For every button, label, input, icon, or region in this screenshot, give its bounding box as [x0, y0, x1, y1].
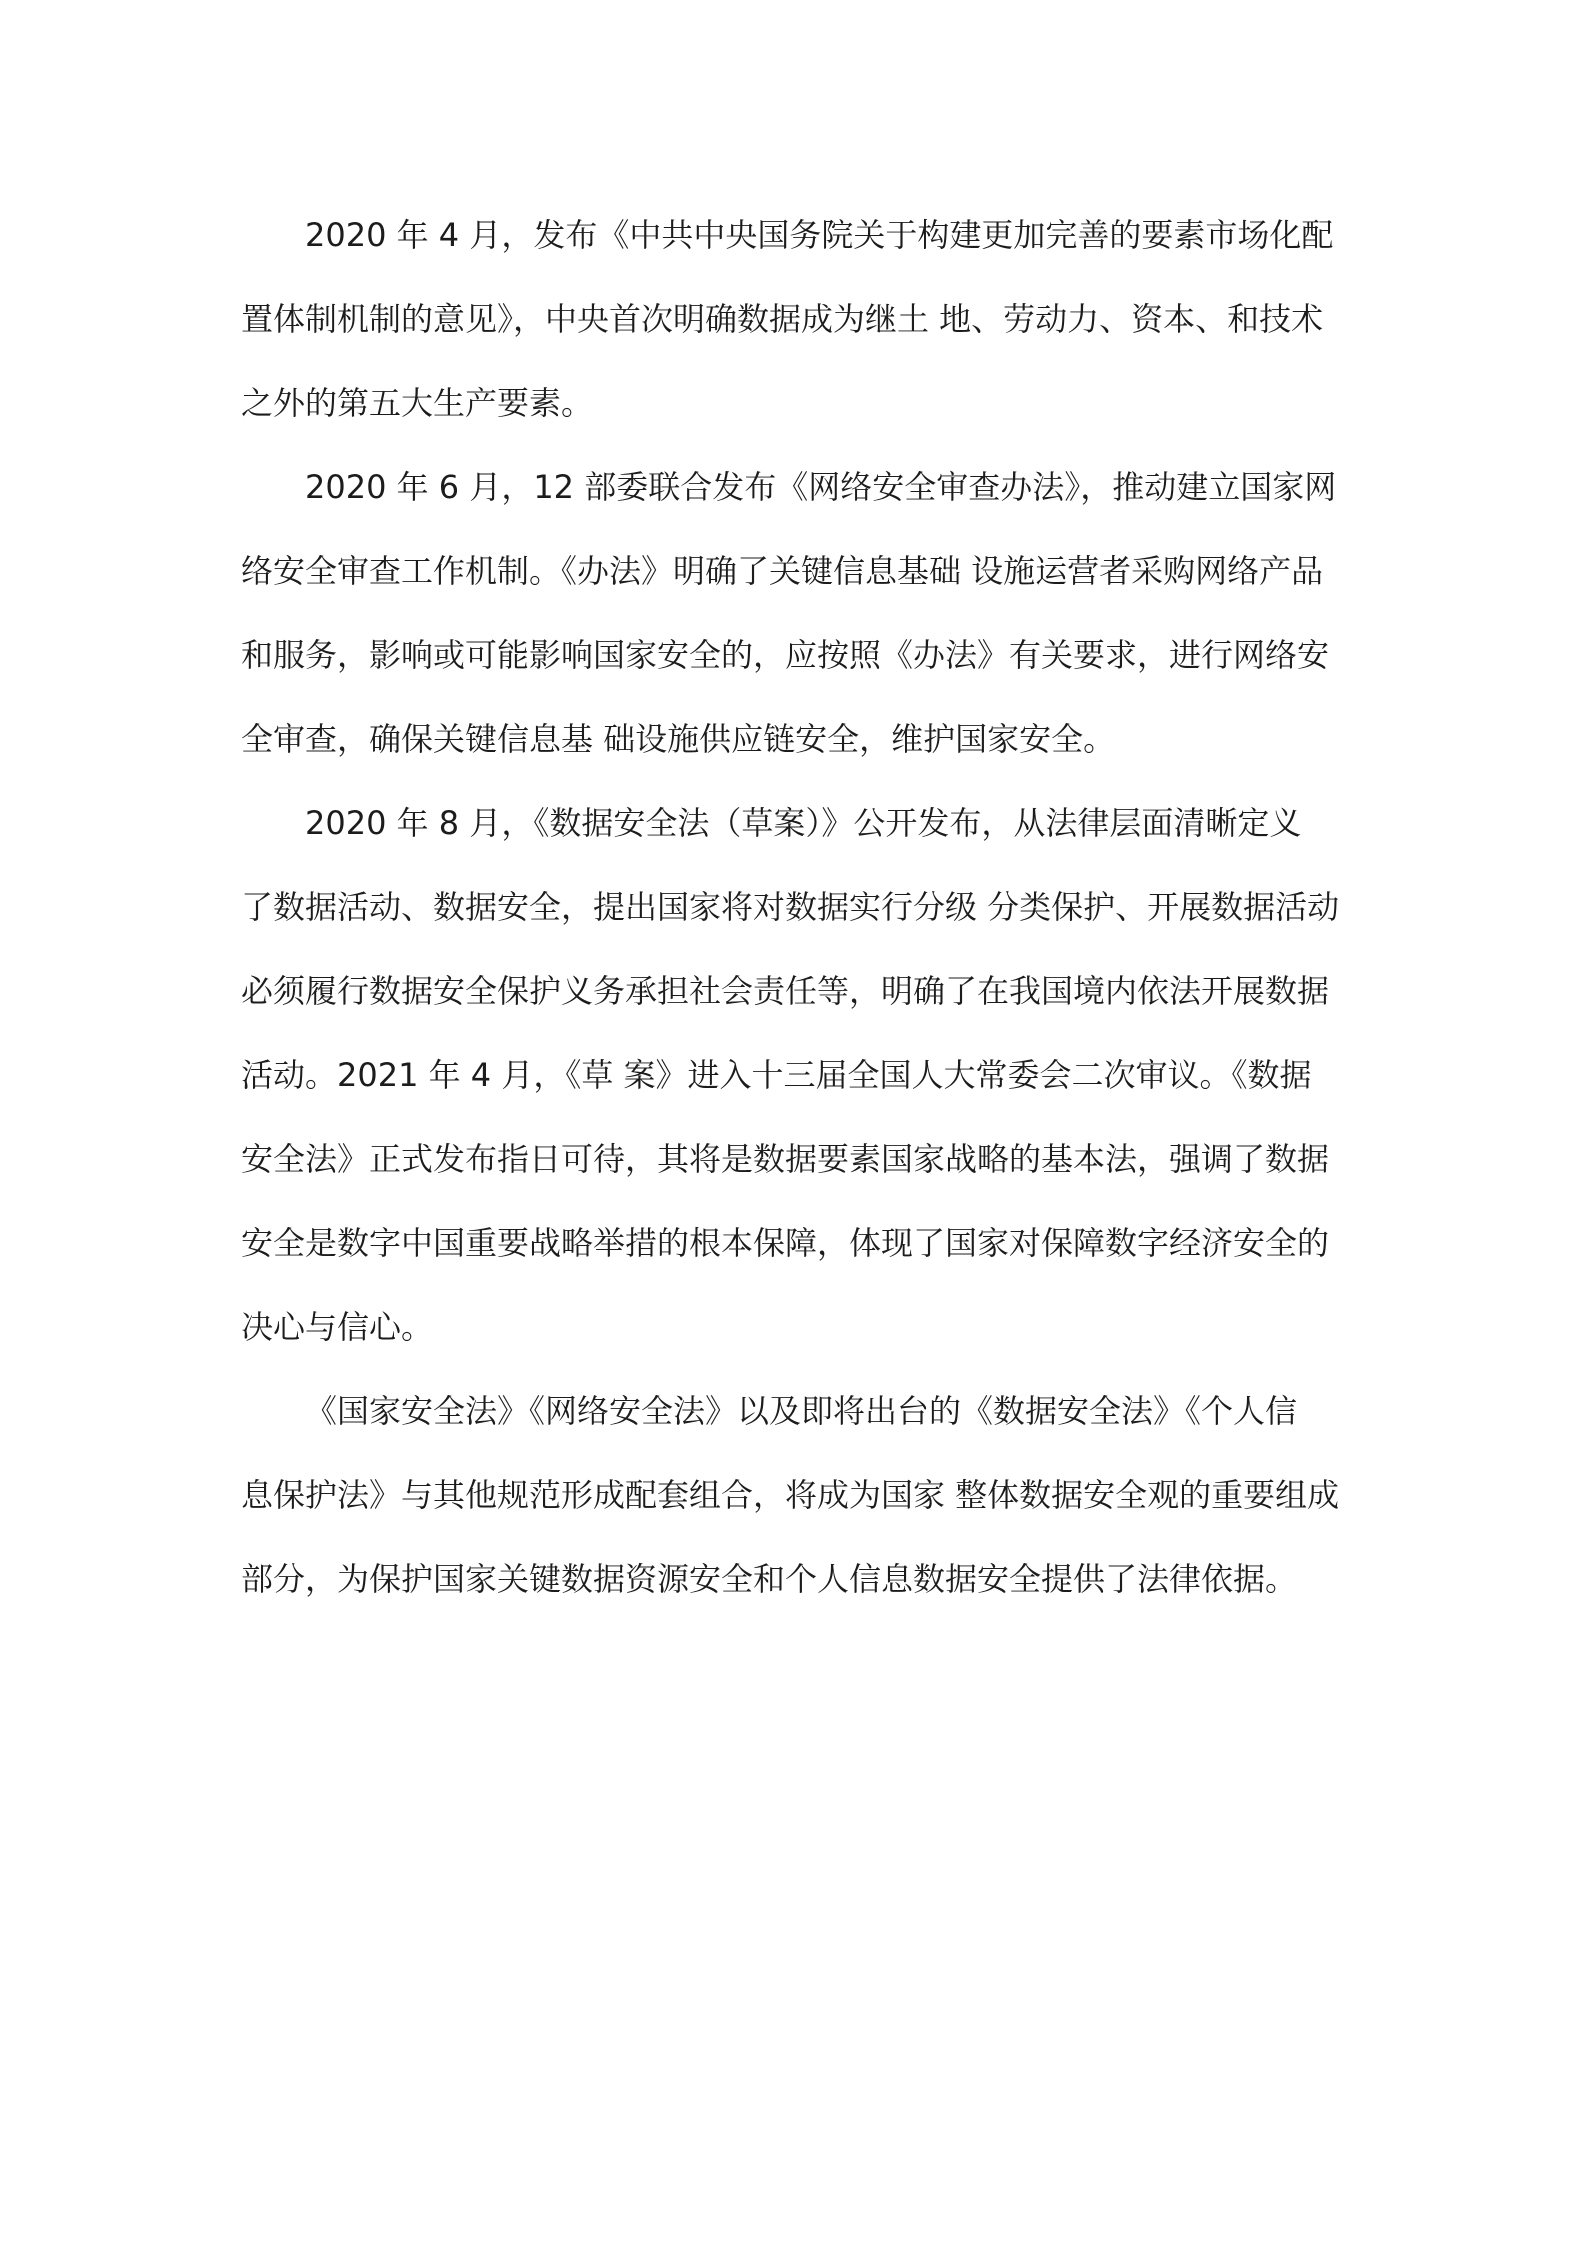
text-line: 活动。2021 年 4 月，《草 案》进入十三届全国人大常委会二次审议。《数据	[241, 1056, 1312, 1094]
text-line: 安全法》正式发布指日可待，其将是数据要素国家战略的基本法，强调了数据	[241, 1140, 1330, 1178]
text-line: 2020 年 4 月，发布《中共中央国务院关于构建更加完善的要素市场化配	[305, 216, 1334, 254]
text-line: 了数据活动、数据安全，提出国家将对数据实行分级 分类保护、开展数据活动	[241, 888, 1340, 926]
text-line: 必须履行数据安全保护义务承担社会责任等，明确了在我国境内依法开展数据	[241, 972, 1330, 1010]
text-line: 部分，为保护国家关键数据资源安全和个人信息数据安全提供了法律依据。	[241, 1560, 1298, 1598]
paragraph-2020-april	[241, 193, 1361, 445]
text-line: 息保护法》与其他规范形成配套组合，将成为国家 整体数据安全观的重要组成	[241, 1476, 1340, 1514]
text-line: 决心与信心。	[241, 1308, 434, 1346]
text-line: 络安全审查工作机制。《办法》明确了关键信息基础 设施运营者采购网络产品	[241, 552, 1324, 590]
document-page	[241, 193, 1361, 1621]
text-line: 2020 年 8 月，《数据安全法（草案）》公开发布，从法律层面清晰定义	[305, 804, 1302, 842]
text-line: 全审查，确保关键信息基 础设施供应链安全，维护国家安全。	[241, 720, 1116, 758]
text-line: 之外的第五大生产要素。	[241, 384, 594, 422]
text-line: 和服务，影响或可能影响国家安全的，应按照《办法》有关要求，进行网络安	[241, 636, 1330, 674]
text-line: 2020 年 6 月，12 部委联合发布《网络安全审查办法》，推动建立国家网	[305, 468, 1337, 506]
paragraph-2020-june	[241, 445, 1361, 781]
text-line: 安全是数字中国重要战略举措的根本保障，体现了国家对保障数字经济安全的	[241, 1224, 1330, 1262]
paragraph-laws-summary	[241, 1369, 1361, 1621]
text-line: 《国家安全法》《网络安全法》以及即将出台的《数据安全法》《个人信	[305, 1392, 1298, 1430]
paragraph-2020-august	[241, 781, 1361, 1369]
text-line: 置体制机制的意见》，中央首次明确数据成为继土 地、劳动力、资本、和技术	[241, 300, 1324, 338]
